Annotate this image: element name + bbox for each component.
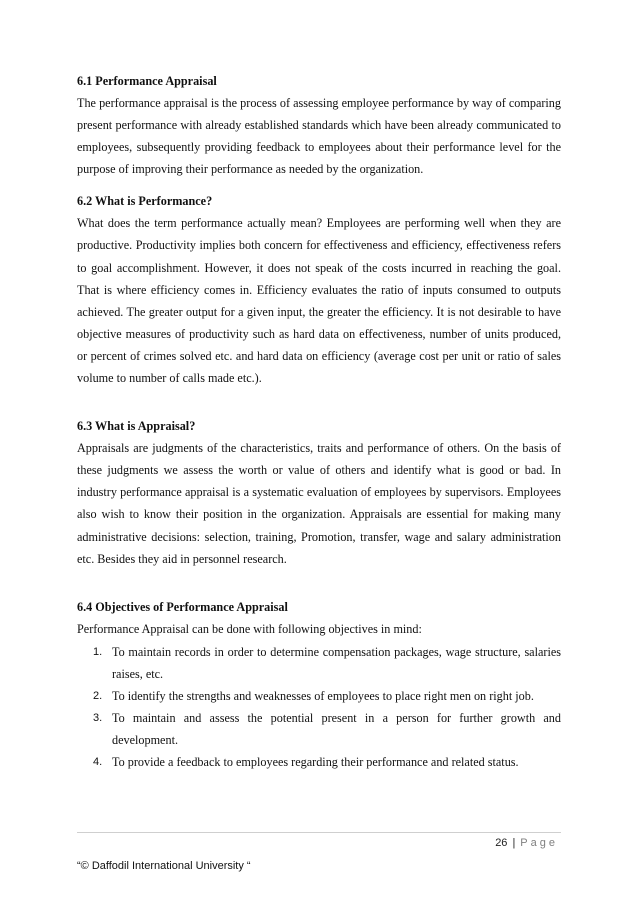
section-performance-appraisal: [77, 70, 561, 180]
list-item-text: To provide a feedback to employees regarding their performance and related status.: [112, 755, 519, 770]
section-body: The performance appraisal is the process of assessing employee performance by way of comparing present performance with already established standards which have been already communicated to employees, subsequently providing feedback to employees about their performance level for the purpose of improving their performance as needed by the organization.: [77, 96, 561, 177]
footer-copyright: “© Daffodil International University “: [77, 860, 251, 872]
list-item: [77, 685, 561, 707]
page-number-footer: [495, 837, 558, 849]
objectives-list: [77, 641, 561, 774]
section-heading: 6.2 What is Performance?: [77, 194, 213, 209]
section-body: Performance Appraisal can be done with following objectives in mind:: [77, 621, 422, 636]
section-body: Appraisals are judgments of the characteristics, traits and performance of others. On the basis of these judgments we assess the worth or value of others and identify what is good or bad. In industry performance appraisal is a systematic evaluation of employees by supervisors. Employees also wish to know their position in the organization. Appraisals are essential for making many administrative decisions: selection, training, Promotion, transfer, wage and salary administration etc. Besides they aid in personnel research.: [77, 441, 561, 566]
list-item-number: 1.: [93, 645, 103, 658]
section-objectives: [77, 596, 561, 774]
list-item: [77, 707, 561, 751]
section-what-is-appraisal: [77, 415, 561, 570]
list-item-number: 2.: [93, 689, 103, 702]
list-item-number: 4.: [93, 756, 103, 769]
section-heading: 6.1 Performance Appraisal: [77, 74, 217, 88]
page-separator: |: [512, 837, 516, 849]
list-item-number: 3.: [93, 712, 103, 725]
section-body: What does the term performance actually mean? Employees are performing well when they are productive. Productivity implies both concern for effectiveness and efficiency, effectiveness refers to goal accomplishment. However, it does not speak of the costs incurred in reaching the goal. That is where efficiency comes in. Efficiency evaluates the ratio of inputs consumed to outputs achieved. The greater output for a given input, the greater the efficiency. It is not desirable to have objective measures of productivity such as hard data on effectiveness, number of units produced, or percent of crimes solved etc. and hard data on efficiency (average cost per unit or ratio of sales volume to number of calls made etc.).: [77, 216, 561, 386]
section-heading: 6.4 Objectives of Performance Appraisal: [77, 599, 288, 614]
footer-divider: [77, 832, 561, 833]
list-item-text: To maintain records in order to determine compensation packages, wage structure, salaries raises, etc.: [112, 644, 561, 681]
page-label: Page: [520, 837, 558, 849]
list-item: [77, 641, 561, 685]
section-what-is-performance: [77, 190, 561, 389]
page-number: 26: [495, 837, 508, 849]
page-content: [77, 70, 561, 773]
list-item-text: To identify the strengths and weaknesses of employees to place right men on right job.: [112, 688, 534, 703]
list-item: [77, 751, 561, 773]
list-item-text: To maintain and assess the potential present in a person for further growth and development.: [112, 711, 561, 748]
section-heading: 6.3 What is Appraisal?: [77, 419, 196, 434]
